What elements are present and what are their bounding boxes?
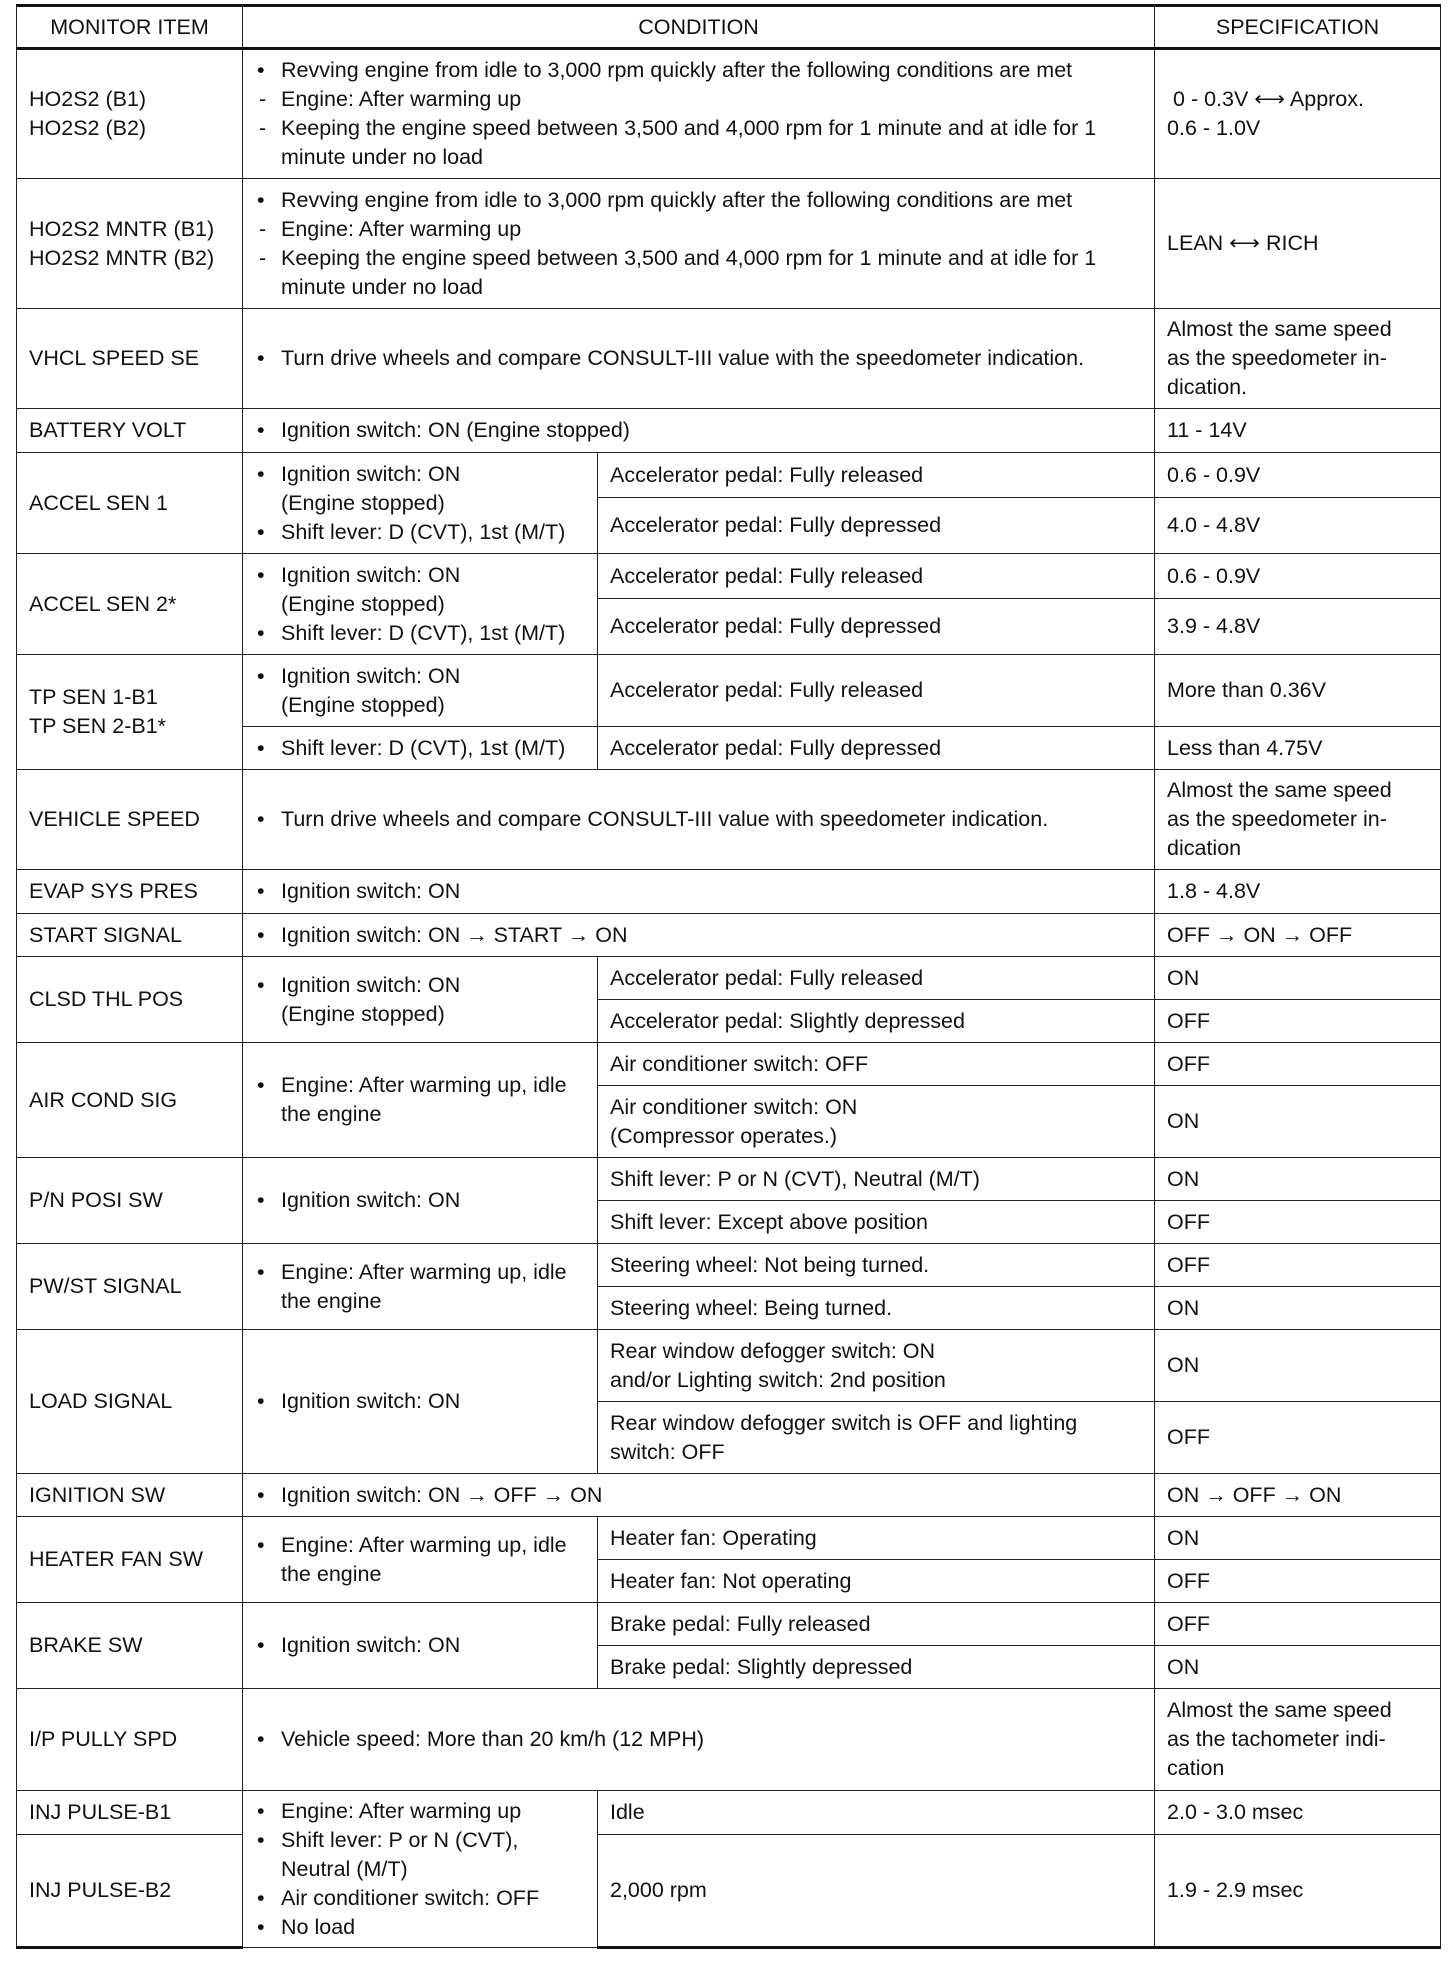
table-row: [17, 409, 1441, 453]
condition: • Ignition switch: ON → START → ON: [243, 914, 1155, 957]
condition: • Ignition switch: ON: [243, 870, 1155, 914]
specification: ON: [1155, 957, 1441, 1000]
condition: • Ignition switch: ON (Engine stopped): [243, 655, 598, 727]
monitor-item: BATTERY VOLT: [17, 409, 243, 453]
sub-condition: Heater fan: Operating: [598, 1517, 1155, 1560]
specification: 0.6 - 0.9V: [1155, 453, 1441, 498]
sub-condition: Accelerator pedal: Fully released: [598, 554, 1155, 599]
monitor-item: ACCEL SEN 1: [17, 453, 243, 554]
specification: 11 - 14V: [1155, 409, 1441, 453]
monitor-item: EVAP SYS PRES: [17, 870, 243, 914]
sub-condition: Idle: [598, 1791, 1155, 1835]
condition: • Engine: After warming up, idle the engine: [243, 1043, 598, 1158]
sub-condition: Heater fan: Not operating: [598, 1560, 1155, 1603]
condition: • Shift lever: D (CVT), 1st (M/T): [243, 727, 598, 770]
condition: • Ignition switch: ON (Engine stopped) • Shift lever: D (CVT), 1st (M/T): [243, 554, 598, 655]
specification: ON → OFF → ON: [1155, 1474, 1441, 1517]
monitor-item: HEATER FAN SW: [17, 1517, 243, 1603]
condition: • Vehicle speed: More than 20 km/h (12 MPH): [243, 1689, 1155, 1791]
monitor-item: P/N POSI SW: [17, 1158, 243, 1244]
monitor-spec-table: [16, 4, 1441, 1949]
table-row: [17, 1043, 1441, 1086]
condition: • Ignition switch: ON (Engine stopped): [243, 957, 598, 1043]
specification: ON: [1155, 1517, 1441, 1560]
specification: ON: [1155, 1158, 1441, 1201]
specification: ON: [1155, 1646, 1441, 1689]
monitor-item: AIR COND SIG: [17, 1043, 243, 1158]
table-row: [17, 1474, 1441, 1517]
monitor-item: PW/ST SIGNAL: [17, 1244, 243, 1330]
table-row: [17, 1330, 1441, 1402]
monitor-item: INJ PULSE-B1: [17, 1791, 243, 1835]
table-row: [17, 957, 1441, 1000]
specification: 3.9 - 4.8V: [1155, 599, 1441, 655]
monitor-item: BRAKE SW: [17, 1603, 243, 1689]
header-condition: CONDITION: [243, 6, 1155, 49]
specification: More than 0.36V: [1155, 655, 1441, 727]
table-row: [17, 309, 1441, 409]
spec-sheet: [16, 4, 1440, 1949]
sub-condition: 2,000 rpm: [598, 1835, 1155, 1948]
sub-condition: Accelerator pedal: Fully depressed: [598, 727, 1155, 770]
sub-condition: Accelerator pedal: Fully depressed: [598, 599, 1155, 655]
sub-condition: Accelerator pedal: Fully released: [598, 453, 1155, 498]
sub-condition: Rear window defogger switch: ON and/or Lighting switch: 2nd position: [598, 1330, 1155, 1402]
header-monitor-item: MONITOR ITEM: [17, 6, 243, 49]
monitor-item: HO2S2 (B1) HO2S2 (B2): [17, 49, 243, 179]
sub-condition: Accelerator pedal: Fully released: [598, 957, 1155, 1000]
condition: • Engine: After warming up, idle the engine: [243, 1244, 598, 1330]
sub-condition: Air conditioner switch: OFF: [598, 1043, 1155, 1086]
sub-condition: Accelerator pedal: Fully depressed: [598, 498, 1155, 554]
table-row: [17, 914, 1441, 957]
monitor-item: VEHICLE SPEED: [17, 770, 243, 870]
monitor-item: START SIGNAL: [17, 914, 243, 957]
monitor-item: IGNITION SW: [17, 1474, 243, 1517]
condition: • Engine: After warming up • Shift lever: P or N (CVT), Neutral (M/T) • Air conditioner switch: OFF • No load: [243, 1791, 598, 1948]
sub-condition: Steering wheel: Not being turned.: [598, 1244, 1155, 1287]
table-row: [17, 1244, 1441, 1287]
monitor-item: TP SEN 1-B1 TP SEN 2-B1*: [17, 655, 243, 770]
sub-condition: Shift lever: Except above position: [598, 1201, 1155, 1244]
specification: 0.6 - 0.9V: [1155, 554, 1441, 599]
condition: • Engine: After warming up, idle the engine: [243, 1517, 598, 1603]
sub-condition: Brake pedal: Fully released: [598, 1603, 1155, 1646]
sub-condition: Brake pedal: Slightly depressed: [598, 1646, 1155, 1689]
specification: OFF: [1155, 1000, 1441, 1043]
sub-condition: Air conditioner switch: ON (Compressor operates.): [598, 1086, 1155, 1158]
sub-condition: Shift lever: P or N (CVT), Neutral (M/T): [598, 1158, 1155, 1201]
table-row: [17, 453, 1441, 498]
table-row: [17, 870, 1441, 914]
condition: • Ignition switch: ON (Engine stopped) • Shift lever: D (CVT), 1st (M/T): [243, 453, 598, 554]
table-row: [17, 1791, 1441, 1835]
specification: OFF: [1155, 1560, 1441, 1603]
table-row: [17, 655, 1441, 727]
specification: 4.0 - 4.8V: [1155, 498, 1441, 554]
condition: • Turn drive wheels and compare CONSULT-III value with speedometer indication.: [243, 770, 1155, 870]
sub-condition: Steering wheel: Being turned.: [598, 1287, 1155, 1330]
condition: • Ignition switch: ON → OFF → ON: [243, 1474, 1155, 1517]
condition: • Ignition switch: ON: [243, 1330, 598, 1474]
condition: • Revving engine from idle to 3,000 rpm quickly after the following conditions are met - Engine: After warming up - Keeping the engine speed between 3,500 and 4,000 rpm for 1 minute and at idle for 1 minute under no load: [243, 49, 1155, 179]
specification: Almost the same speed as the tachometer indi- cation: [1155, 1689, 1441, 1791]
table-row: [17, 1835, 1441, 1948]
specification: OFF → ON → OFF: [1155, 914, 1441, 957]
monitor-item: ACCEL SEN 2*: [17, 554, 243, 655]
table-row: [17, 179, 1441, 309]
specification: OFF: [1155, 1603, 1441, 1646]
header-specification: SPECIFICATION: [1155, 6, 1441, 49]
specification: Almost the same speed as the speedometer in- dication: [1155, 770, 1441, 870]
monitor-item: LOAD SIGNAL: [17, 1330, 243, 1474]
specification: LEAN ⟷ RICH: [1155, 179, 1441, 309]
table-row: [17, 1689, 1441, 1791]
specification: OFF: [1155, 1244, 1441, 1287]
sub-condition: Rear window defogger switch is OFF and lighting switch: OFF: [598, 1402, 1155, 1474]
sub-condition: Accelerator pedal: Slightly depressed: [598, 1000, 1155, 1043]
monitor-item: VHCL SPEED SE: [17, 309, 243, 409]
specification: Almost the same speed as the speedometer in- dication.: [1155, 309, 1441, 409]
specification: 1.8 - 4.8V: [1155, 870, 1441, 914]
table-row: [17, 1158, 1441, 1201]
condition: • Ignition switch: ON: [243, 1158, 598, 1244]
specification: 1.9 - 2.9 msec: [1155, 1835, 1441, 1948]
condition: • Ignition switch: ON: [243, 1603, 598, 1689]
specification: 2.0 - 3.0 msec: [1155, 1791, 1441, 1835]
table-row: [17, 554, 1441, 599]
specification: ON: [1155, 1086, 1441, 1158]
condition: • Turn drive wheels and compare CONSULT-III value with the speedometer indication.: [243, 309, 1155, 409]
specification: OFF: [1155, 1402, 1441, 1474]
specification: OFF: [1155, 1043, 1441, 1086]
specification: OFF: [1155, 1201, 1441, 1244]
condition: • Ignition switch: ON (Engine stopped): [243, 409, 1155, 453]
specification: ON: [1155, 1287, 1441, 1330]
monitor-item: INJ PULSE-B2: [17, 1835, 243, 1948]
table-row: [17, 1517, 1441, 1560]
specification: ON: [1155, 1330, 1441, 1402]
condition: • Revving engine from idle to 3,000 rpm quickly after the following conditions are met - Engine: After warming up - Keeping the engine speed between 3,500 and 4,000 rpm for 1 minute and at idle for 1 minute under no load: [243, 179, 1155, 309]
table-row: [17, 770, 1441, 870]
monitor-item: CLSD THL POS: [17, 957, 243, 1043]
table-header-row: [17, 6, 1441, 49]
table-row: [17, 49, 1441, 179]
specification: 0 - 0.3V ⟷ Approx. 0.6 - 1.0V: [1155, 49, 1441, 179]
sub-condition: Accelerator pedal: Fully released: [598, 655, 1155, 727]
monitor-item: I/P PULLY SPD: [17, 1689, 243, 1791]
table-row: [17, 1603, 1441, 1646]
monitor-item: HO2S2 MNTR (B1) HO2S2 MNTR (B2): [17, 179, 243, 309]
specification: Less than 4.75V: [1155, 727, 1441, 770]
